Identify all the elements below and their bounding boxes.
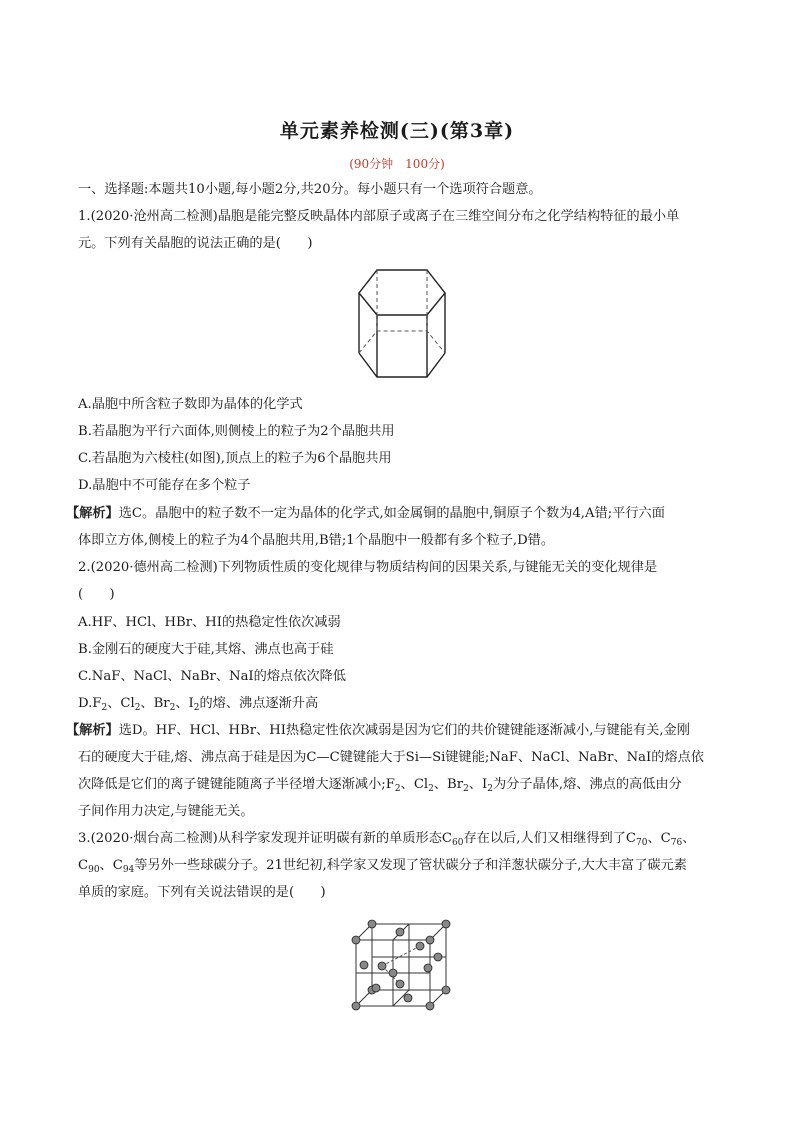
q3-stem-line1	[78, 832, 695, 848]
text: 为分子晶体,熔、沸点的高低由分	[492, 777, 682, 792]
subscript: 2	[487, 784, 493, 794]
text: 、Br	[140, 696, 170, 711]
subscript: 90	[88, 865, 100, 875]
subscript: 94	[122, 865, 135, 875]
q2-option-d	[78, 697, 318, 713]
analysis-tag: 【解析】	[66, 506, 119, 521]
text: 次降低是它们的离子键键能随离子半径增大逐渐减小;F	[78, 777, 395, 792]
diamond-lattice-cube-figure	[348, 918, 452, 1014]
q1-analysis-line1	[66, 507, 665, 520]
q3-stem-line2	[78, 859, 687, 875]
analysis-text: 选D。HF、HCl、HBr、HI热稳定性依次减弱是因为它们的共价键键能逐渐减小,与键能有关,金刚	[118, 723, 690, 738]
subscript: 60	[452, 838, 464, 848]
text: 、Cl	[400, 777, 429, 792]
text: 3.(2020·烟台高二检测)从科学家发现并证明碳有新的单质形态C	[78, 831, 453, 846]
q1-option-b: B.若晶胞为平行六面体,则侧棱上的粒子为2个晶胞共用	[78, 424, 395, 439]
subscript: 2	[134, 703, 141, 713]
subscript: 70	[636, 838, 648, 848]
q2-analysis-line4: 子间作用力决定,与键能无关。	[78, 804, 254, 819]
section-heading: 一、选择题:本题共10小题,每小题2分,共20分。每小题只有一个选项符合题意。	[78, 182, 542, 197]
subscript: 2	[101, 703, 108, 713]
q2-option-a: A.HF、HCl、HBr、HI的热稳定性依次减弱	[78, 615, 341, 630]
text: 、Cl	[107, 696, 135, 711]
page-subtitle: (90分钟 100分)	[349, 157, 445, 171]
text: 、I	[175, 696, 194, 711]
q1-option-c: C.若晶胞为六棱柱(如图),顶点上的粒子为6个晶胞共用	[78, 451, 392, 466]
subscript: 76	[670, 838, 683, 848]
q1-stem-line1: 1.(2020·沧州高二检测)晶胞是能完整反映晶体内部原子或离子在三维空间分布之化学结构特征的最小单	[78, 209, 680, 224]
q2-stem-line1: 2.(2020·德州高二检测)下列物质性质的变化规律与物质结构间的因果关系,与键能无关的变化规律是	[78, 560, 658, 575]
q2-option-b: B.金刚石的硬度大于硅,其熔、沸点也高于硅	[78, 642, 334, 657]
q2-analysis-line3	[78, 778, 682, 794]
analysis-tag: 【解析】	[66, 723, 119, 738]
subscript: 2	[169, 703, 176, 713]
text: 、I	[468, 777, 488, 792]
subscript: 2	[193, 703, 200, 713]
q1-option-a: A.晶胞中所含粒子数即为晶体的化学式	[78, 397, 303, 412]
q3-stem-line3: 单质的家庭。下列有关说法错误的是( )	[78, 885, 326, 900]
subscript: 2	[463, 784, 469, 794]
subscript: 2	[428, 784, 434, 794]
page-title: 单元素养检测(三)(第3章)	[279, 120, 515, 142]
hexagonal-prism-figure	[352, 265, 452, 383]
text: 等另外一些球碳分子。21世纪初,科学家又发现了管状碳分子和洋葱状碳分子,大大丰富了碳元素	[134, 858, 687, 873]
q1-stem-line2: 元。下列有关晶胞的说法正确的是( )	[78, 236, 313, 251]
q1-option-d: D.晶胞中不可能存在多个粒子	[78, 478, 251, 493]
text: 存在以后,人们又相继得到了C	[463, 831, 637, 846]
q2-analysis-line1	[66, 724, 690, 737]
text: D.F	[78, 696, 102, 711]
q2-analysis-line2: 石的硬度大于硅,熔、沸点高于硅是因为C—C键键能大于Si—Si键键能;NaF、NaCl、NaBr、NaI的熔点依	[78, 750, 704, 765]
subscript: 2	[394, 784, 401, 794]
text: 、Br	[433, 777, 464, 792]
text: 的熔、沸点逐渐升高	[199, 696, 319, 711]
q2-stem-line2: ( )	[78, 587, 115, 602]
text: 、C	[647, 831, 671, 846]
text: 、	[682, 831, 696, 846]
text: 、C	[99, 858, 123, 873]
analysis-text: 选C。晶胞中的粒子数不一定为晶体的化学式,如金属铜的晶胞中,铜原子个数为4,A错;平行六面	[118, 506, 665, 521]
text: C	[78, 858, 89, 873]
q2-option-c: C.NaF、NaCl、NaBr、NaI的熔点依次降低	[78, 669, 346, 684]
q1-analysis-line2: 体即立方体,侧棱上的粒子为4个晶胞共用,B错;1个晶胞中一般都有多个粒子,D错。	[78, 533, 555, 548]
